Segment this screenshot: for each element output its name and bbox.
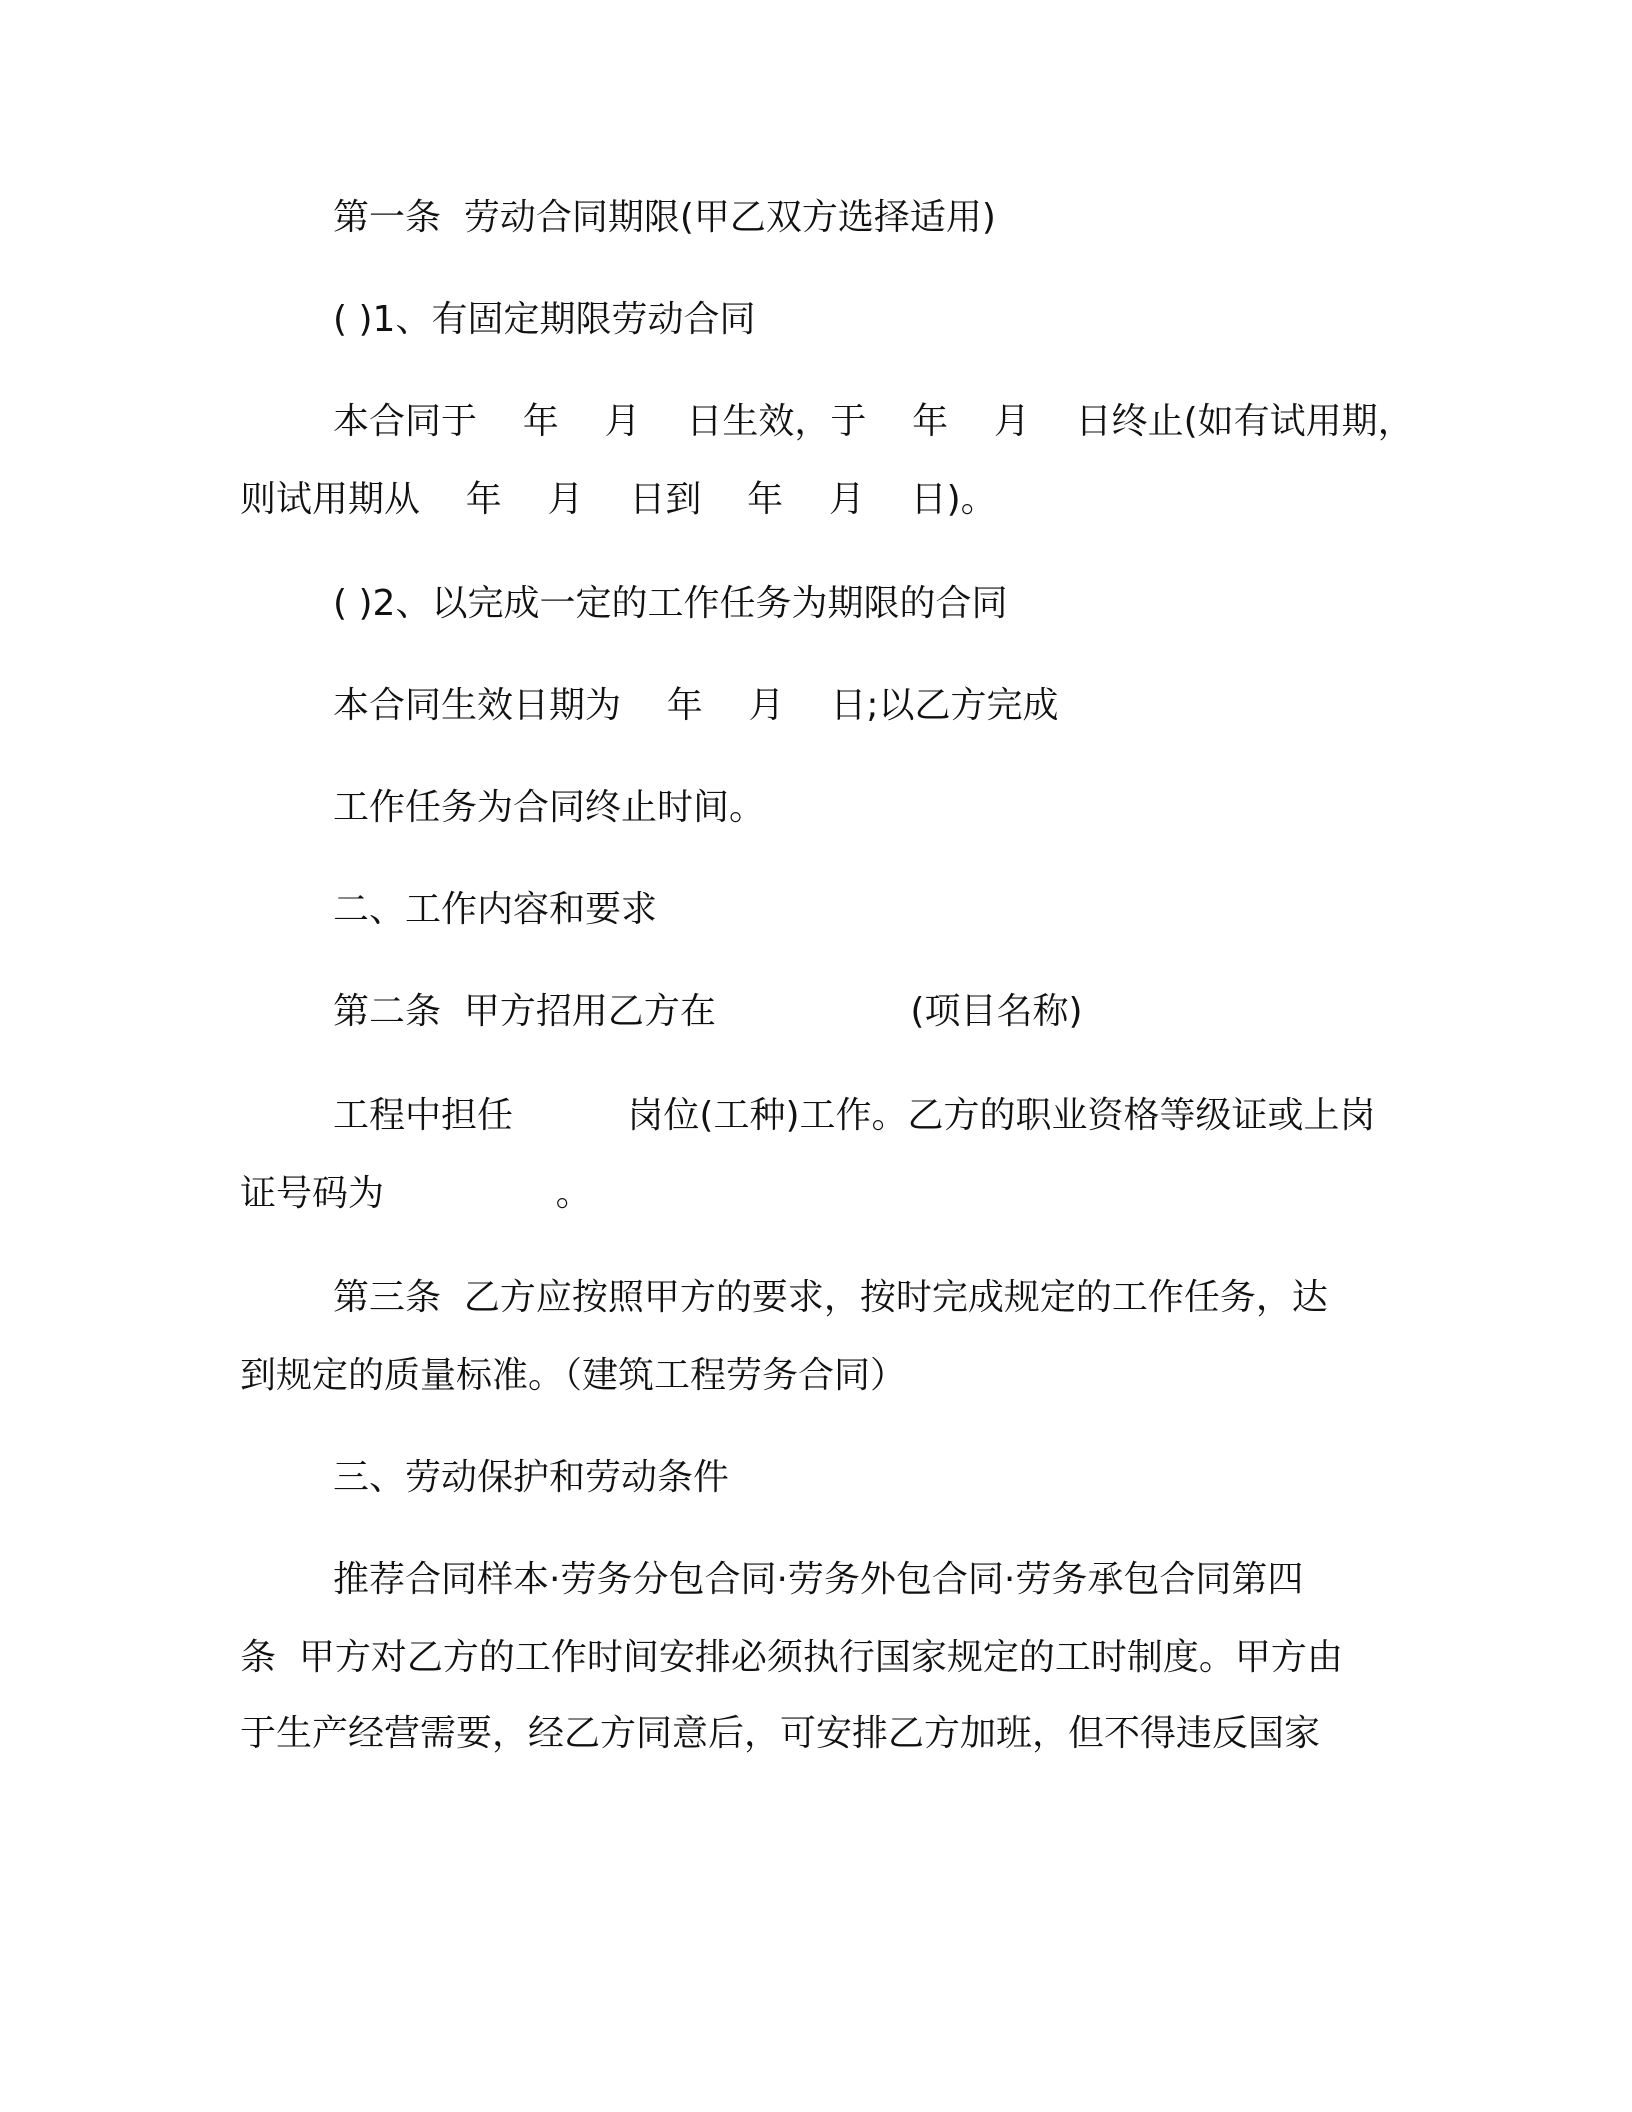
article-2-line-1: 第二条 甲方招用乙方在 (项目名称): [333, 991, 1083, 1032]
article-3-line-1: 第三条 乙方应按照甲方的要求，按时完成规定的工作任务，达: [333, 1277, 1328, 1318]
article-3-line-2: 到规定的质量标准。（建筑工程劳务合同）: [240, 1355, 907, 1396]
article-4-line-2: 条 甲方对乙方的工作时间安排必须执行国家规定的工时制度。甲方由: [240, 1637, 1343, 1678]
article-4-line-1: 推荐合同样本·劳务分包合同·劳务外包合同·劳务承包合同第四: [333, 1559, 1304, 1600]
article-2-line-3: 证号码为 。: [240, 1173, 592, 1214]
section-2-heading: 二、工作内容和要求: [333, 889, 658, 930]
option-1-fixed-term: ( )1、有固定期限劳动合同: [333, 299, 756, 340]
fixed-term-dates-line-2: 则试用期从 年 月 日到 年 月 日)。: [240, 479, 997, 520]
article-2-line-2: 工程中担任 岗位(工种)工作。乙方的职业资格等级证或上岗: [333, 1095, 1376, 1136]
fixed-term-dates-line-1: 本合同于 年 月 日生效，于 年 月 日终止(如有试用期，: [333, 401, 1414, 442]
task-based-termination: 工作任务为合同终止时间。: [333, 787, 766, 828]
option-2-task-based: ( )2、以完成一定的工作任务为期限的合同: [333, 583, 1008, 624]
article-4-line-3: 于生产经营需要，经乙方同意后，可安排乙方加班，但不得违反国家: [240, 1713, 1321, 1754]
task-based-effective-date: 本合同生效日期为 年 月 日;以乙方完成: [333, 685, 1059, 726]
article-1-heading: 第一条 劳动合同期限(甲乙双方选择适用): [333, 197, 996, 238]
section-3-heading: 三、劳动保护和劳动条件: [333, 1457, 730, 1498]
